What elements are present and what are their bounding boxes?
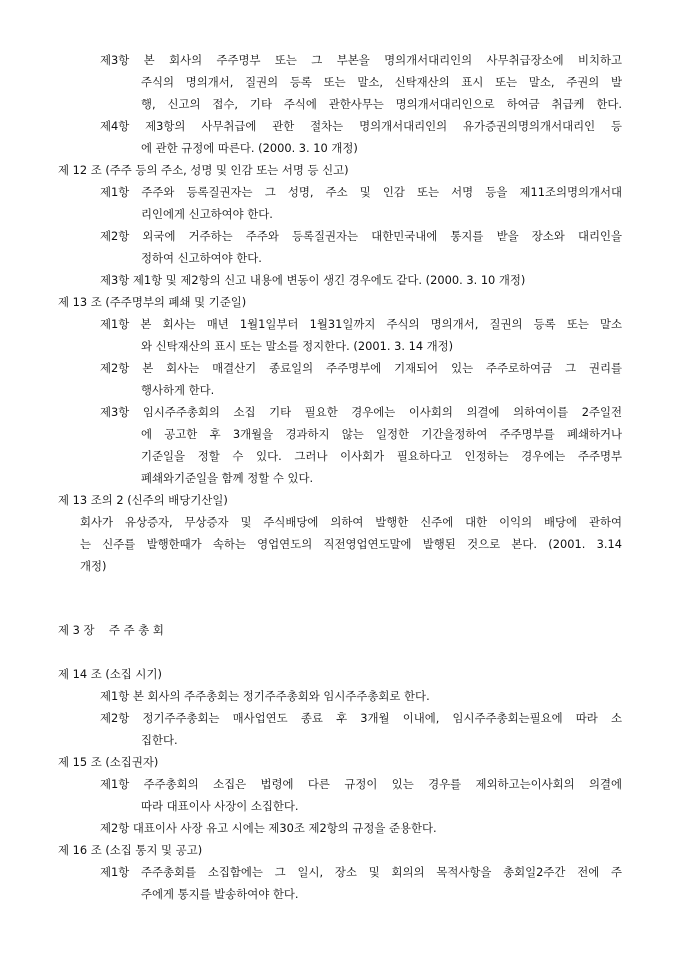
paragraph-line: 제2항 대표이사 사장 유고 시에는 제30조 제2항의 규정을 준용한다. [100, 821, 437, 835]
paragraph-line: 기준일을 정할 수 있다. 그러나 이사회가 필요하다고 인정하는 경우에는 주주명부 [141, 449, 622, 463]
paragraph-line: 정하여 신고하여야 한다. [141, 251, 262, 265]
paragraph-line: 와 신탁재산의 표시 또는 말소를 정지한다. (2001. 3. 14 개정) [141, 339, 454, 353]
paragraph-line: 제1항 본 회사는 매년 1월1일부터 1월31일까지 주식의 명의개서, 질권의 등록 또는 말소 [100, 317, 622, 331]
paragraph-line: 따라 대표이사 사장이 소집한다. [141, 799, 299, 813]
article-heading: 제 14 조 (소집 시기) [58, 667, 162, 681]
paragraph-line: 제1항 주주총회의 소집은 법령에 다른 규정이 있는 경우를 제외하고는이사회의 의결에 [100, 777, 622, 791]
paragraph-line: 집한다. [141, 733, 178, 747]
article-heading: 제 13 조 (주주명부의 폐쇄 및 기준일) [58, 295, 247, 309]
paragraph-line: 개정) [80, 559, 107, 573]
paragraph-line: 제2항 외국에 거주하는 주주와 등록질권자는 대한민국내에 통지를 받을 장소와 대리인을 [100, 229, 622, 243]
paragraph-line: 제1항 주주총회를 소집함에는 그 일시, 장소 및 회의의 목적사항을 총회일2주간 전에 주 [100, 865, 622, 879]
article-heading: 제 16 조 (소집 통지 및 공고) [58, 843, 203, 857]
paragraph-line: 제1항 주주와 등록질권자는 그 성명, 주소 및 인감 또는 서명 등을 제11조의명의개서대 [100, 185, 622, 199]
paragraph-line: 주에게 통지를 발송하여야 한다. [141, 887, 299, 901]
paragraph-line: 주식의 명의개서, 질권의 등록 또는 말소, 신탁재산의 표시 또는 말소, 주권의 발 [141, 75, 622, 89]
paragraph-line: 에 관한 규정에 따른다. (2000. 3. 10 개정) [141, 141, 358, 155]
paragraph-line: 에 공고한 후 3개월을 경과하지 않는 일정한 기간을정하여 주주명부를 폐쇄하거나 [141, 427, 622, 441]
paragraph-line: 제1항 본 회사의 주주총회는 정기주주총회와 임시주주총회로 한다. [100, 689, 430, 703]
paragraph-line: 회사가 유상증자, 무상증자 및 주식배당에 의하여 발행한 신주에 대한 이익의 배당에 관하여 [80, 515, 622, 529]
article-heading: 제 13 조의 2 (신주의 배당기산일) [58, 493, 228, 507]
paragraph-line: 제2항 정기주주총회는 매사업연도 종료 후 3개월 이내에, 임시주주총회는필요에 따라 소 [100, 711, 622, 725]
paragraph-line: 제3항 제1항 및 제2항의 신고 내용에 변동이 생긴 경우에도 같다. (2000. 3. 10 개정) [100, 273, 526, 287]
article-heading: 제 15 조 (소집권자) [58, 755, 159, 769]
chapter-heading: 제 3 장 주 주 총 회 [58, 623, 164, 637]
paragraph-line: 리인에게 신고하여야 한다. [141, 207, 273, 221]
paragraph-line: 제4항 제3항의 사무취급에 관한 절차는 명의개서대리인의 유가증권의명의개서대리인 등 [100, 119, 622, 133]
paragraph-line: 제3항 본 회사의 주주명부 또는 그 부본을 명의개서대리인의 사무취급장소에 비치하고 [100, 53, 622, 67]
paragraph-line: 제3항 임시주주총회의 소집 기타 필요한 경우에는 이사회의 의결에 의하여이를 2주일전 [100, 405, 622, 419]
paragraph-line: 행사하게 한다. [141, 383, 215, 397]
paragraph-line: 행, 신고의 접수, 기타 주식에 관한사무는 명의개서대리인으로 하여금 취급케 한다. [141, 97, 622, 111]
paragraph-line: 폐쇄와기준일을 함께 정할 수 있다. [141, 471, 314, 485]
article-heading: 제 12 조 (주주 등의 주소, 성명 및 인감 또는 서명 등 신고) [58, 163, 349, 177]
paragraph-line: 는 신주를 발행한때가 속하는 영업연도의 직전영업연도말에 발행된 것으로 본다. (2001. 3.14 [80, 537, 622, 551]
paragraph-line: 제2항 본 회사는 매결산기 종료일의 주주명부에 기재되어 있는 주주로하여금 그 권리를 [100, 361, 622, 375]
